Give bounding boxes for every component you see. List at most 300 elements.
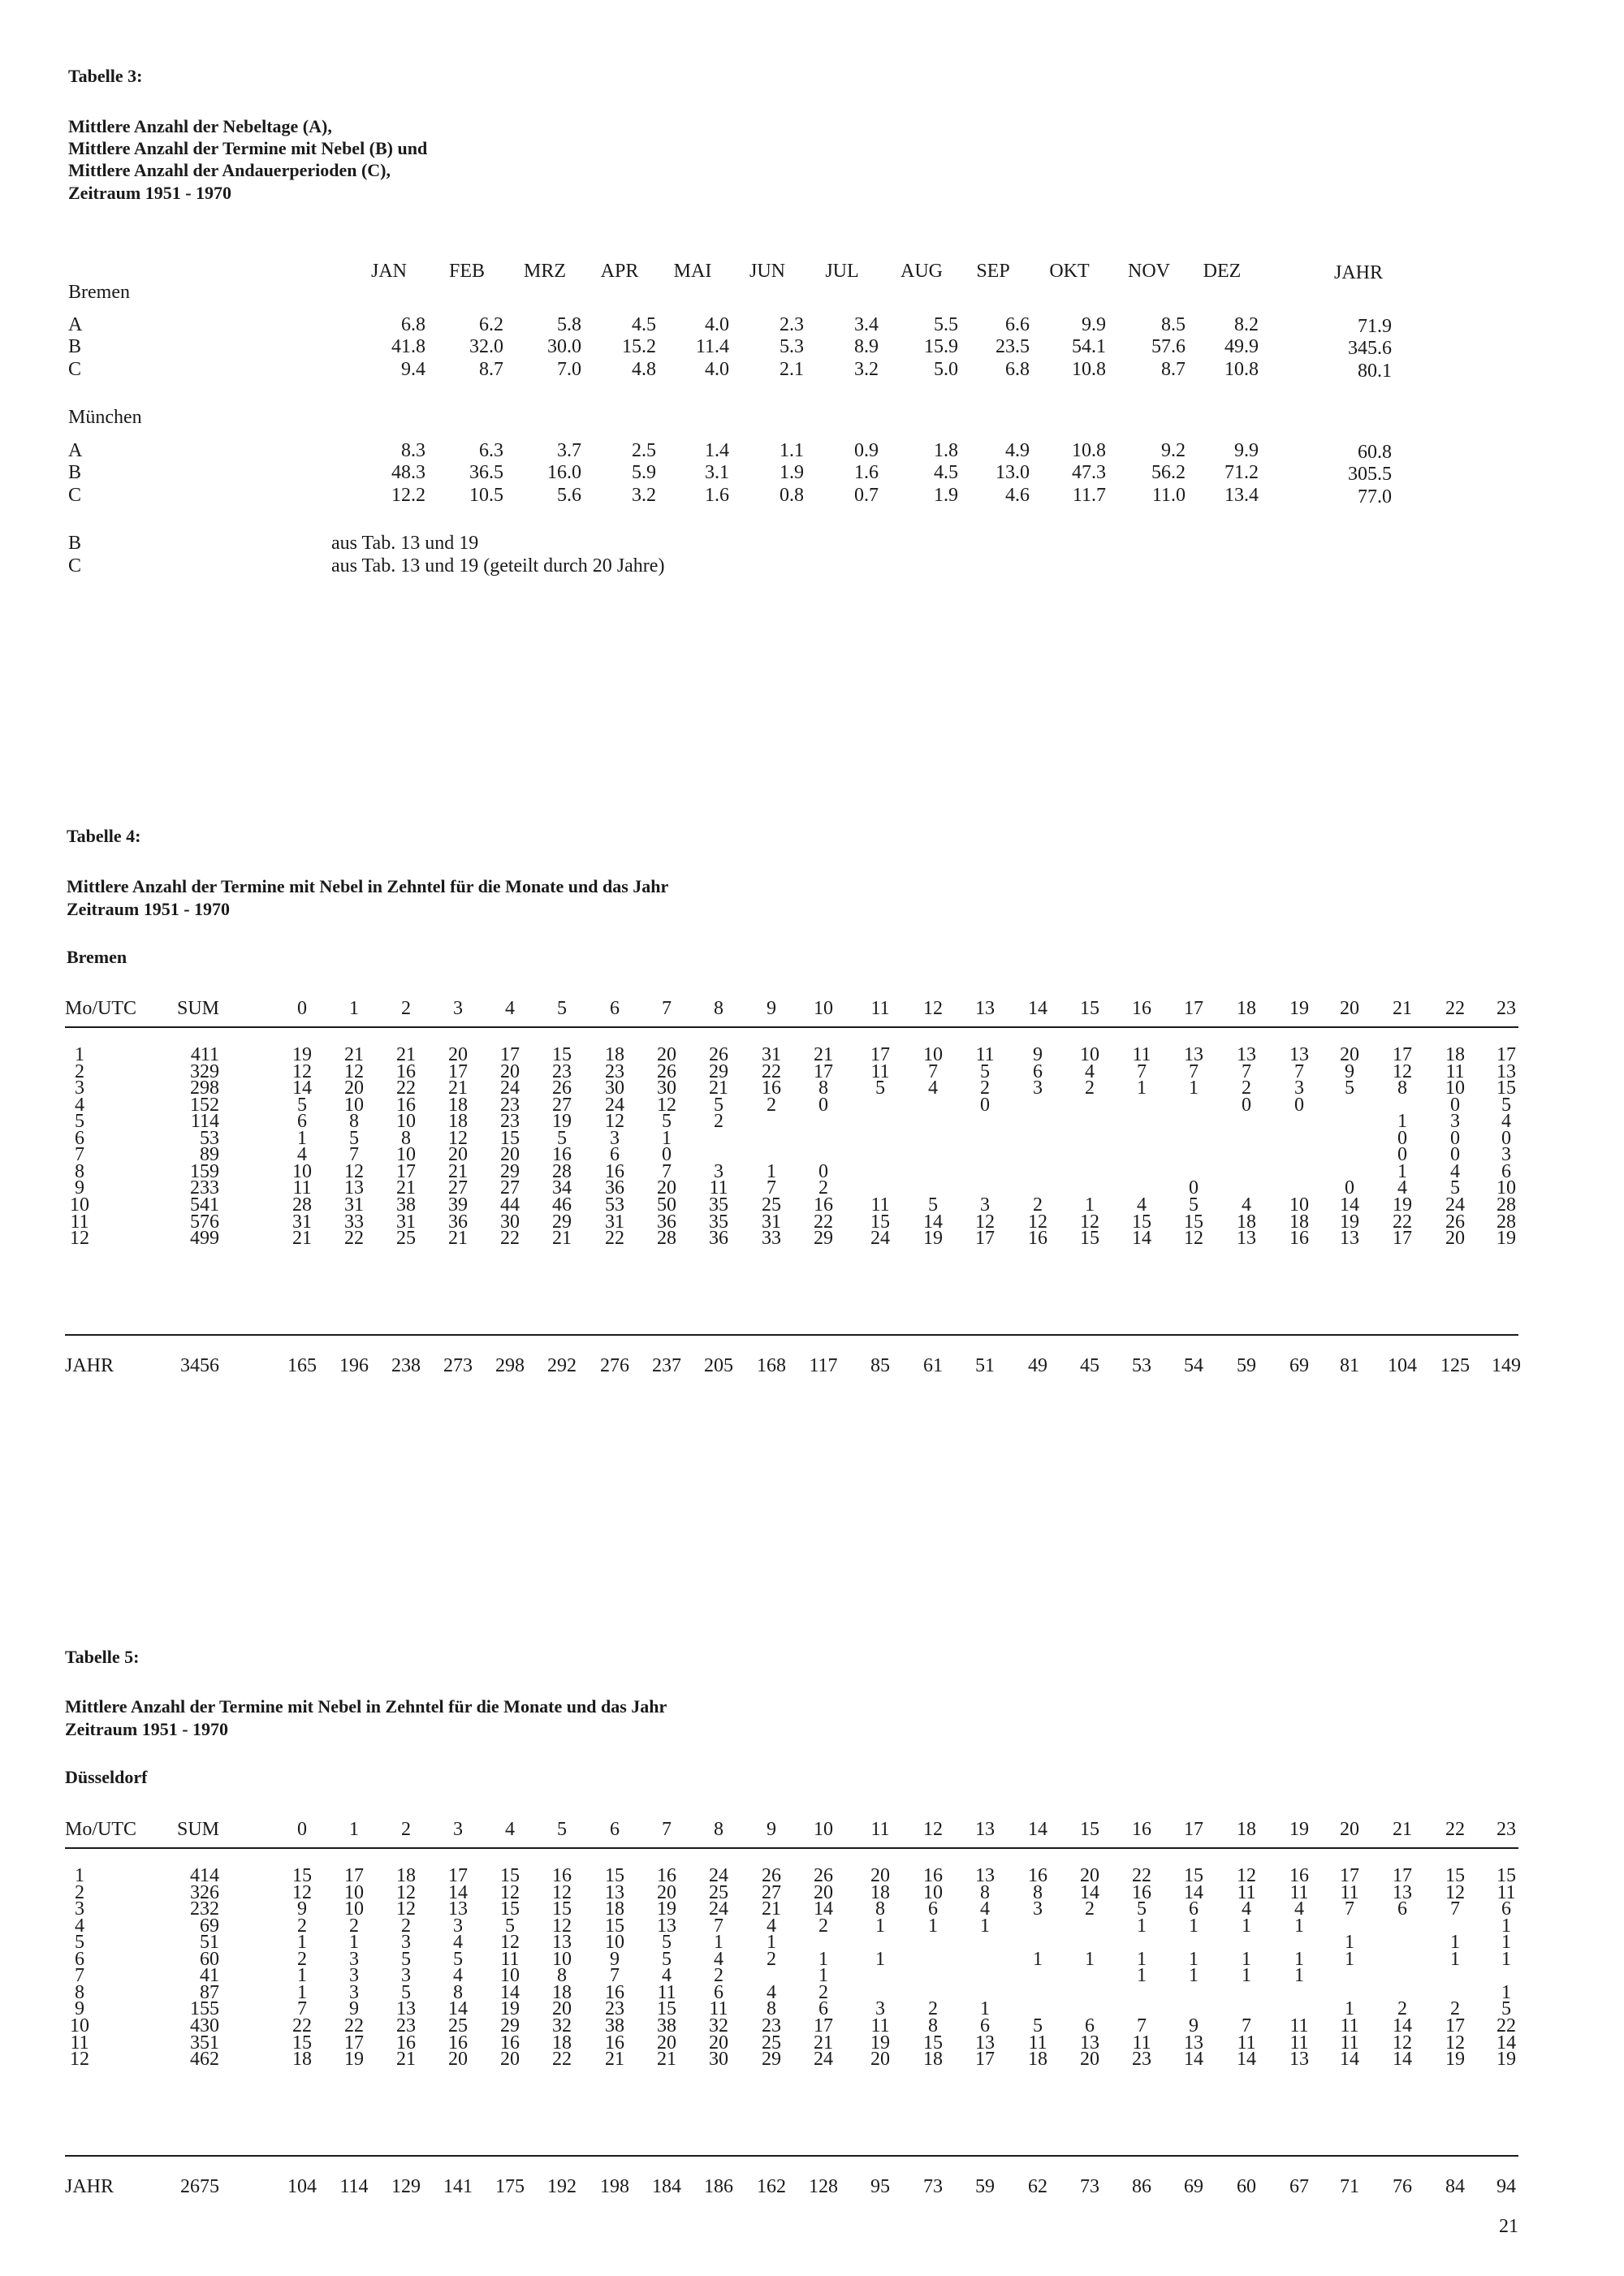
table3-month-header: JAN (370, 261, 407, 282)
table3-cell: 1.9 (934, 485, 958, 506)
t4-cell: 23 (605, 1060, 624, 1082)
t5-hour-header: 22 (1445, 1819, 1465, 1840)
table3-cell: 6.8 (401, 314, 425, 335)
t5-cell: 20 (1080, 2049, 1099, 2071)
t4-total-cell: 81 (1340, 1355, 1359, 1376)
t4-cell: 22 (344, 1228, 364, 1250)
t4-row-sum: 152 (190, 1094, 219, 1116)
table3-cell: 41.8 (391, 336, 425, 357)
t4-cell: 5 (980, 1060, 990, 1082)
t5-cell: 16 (1132, 1881, 1151, 1903)
t5-cell: 11 (1340, 2032, 1359, 2054)
t4-cell: 9 (1033, 1044, 1043, 1065)
t5-cell: 22 (552, 2049, 572, 2071)
t4-cell: 7 (1242, 1060, 1251, 1082)
t5-cell: 20 (500, 2049, 520, 2071)
t5-total-cell: 59 (975, 2176, 995, 2197)
t4-total-cell: 59 (1237, 1355, 1256, 1376)
t5-cell: 16 (657, 1865, 676, 1886)
t4-cell: 21 (448, 1228, 468, 1250)
t4-cell: 7 (1294, 1060, 1304, 1082)
t4-cell: 28 (1497, 1194, 1516, 1216)
t4-total-cell: 168 (757, 1355, 786, 1376)
t4-hour-header: 12 (923, 998, 943, 1019)
t4-cell: 35 (709, 1194, 728, 1216)
t5-row-sum: 430 (190, 2015, 219, 2036)
t5-cell: 10 (500, 1965, 520, 1987)
t5-cell: 20 (657, 1881, 676, 1903)
t5-cell: 15 (292, 2032, 312, 2054)
t5-hour-header: 7 (662, 1819, 672, 1840)
t5-cell: 4 (1242, 1898, 1251, 1920)
table3-cell: 15.9 (924, 336, 958, 357)
t4-cell: 31 (762, 1044, 781, 1065)
t4-row-sum: 159 (190, 1160, 219, 1182)
t5-cell: 18 (605, 1898, 624, 1920)
t4-total-cell: 273 (443, 1355, 473, 1376)
t4-cell: 4 (1242, 1194, 1251, 1216)
table3-cell: 10.8 (1072, 440, 1106, 461)
t4-cell: 21 (709, 1078, 728, 1099)
t5-cell: 6 (714, 1981, 723, 2003)
t4-cell: 4 (1085, 1060, 1095, 1082)
t4-cell: 0 (1450, 1094, 1460, 1116)
t5-hour-header: 11 (870, 1819, 890, 1840)
t4-total-cell: 292 (547, 1355, 577, 1376)
t4-cell: 5 (349, 1127, 359, 1149)
t5-cell: 8 (1033, 1881, 1043, 1903)
t4-cell: 19 (1393, 1194, 1412, 1216)
t5-cell: 7 (714, 1915, 723, 1937)
table3-cell: 0.8 (780, 485, 804, 506)
t5-total-cell: 73 (923, 2176, 943, 2197)
t5-hour-header: 21 (1393, 1819, 1412, 1840)
t5-cell: 17 (448, 1865, 468, 1886)
t5-cell: 11 (1132, 2032, 1151, 2054)
t5-cell: 7 (1242, 2015, 1251, 2036)
t5-cell: 1 (297, 1932, 307, 1954)
t4-cell: 11 (292, 1177, 312, 1199)
table3-cell: 4.5 (632, 314, 656, 335)
t5-cell: 16 (396, 2032, 416, 2054)
t5-cell: 26 (762, 1865, 781, 1886)
t5-cell: 20 (448, 2049, 468, 2071)
t5-cell: 12 (500, 1881, 520, 1903)
t5-cell: 38 (605, 2015, 624, 2036)
t4-cell: 13 (344, 1177, 364, 1199)
t5-total-cell: 86 (1132, 2176, 1151, 2197)
table5-station: Düsseldorf (65, 1767, 148, 1787)
t4-cell: 19 (923, 1228, 943, 1250)
t4-cell: 6 (610, 1144, 620, 1166)
t4-cell: 0 (980, 1094, 990, 1116)
t5-cell: 11 (1028, 2032, 1047, 2054)
table3-cell: 3.1 (705, 462, 729, 483)
t5-cell: 8 (980, 1881, 990, 1903)
t5-cell: 10 (923, 1881, 943, 1903)
t5-cell: 16 (923, 1865, 943, 1886)
t4-row-month: 4 (75, 1094, 84, 1116)
t4-cell: 16 (1028, 1228, 1047, 1250)
t5-cell: 4 (453, 1932, 463, 1954)
t5-cell: 2 (401, 1915, 411, 1937)
table3-cell: 5.5 (934, 314, 958, 335)
t4-cell: 5 (1501, 1094, 1511, 1116)
t5-cell: 5 (1033, 2015, 1043, 2036)
t4-cell: 3 (1294, 1078, 1304, 1099)
t5-cell: 9 (1189, 2015, 1199, 2036)
t5-hour-header: 13 (975, 1819, 995, 1840)
t4-cell: 23 (500, 1094, 520, 1116)
t4-cell: 10 (923, 1044, 943, 1065)
t4-cell: 25 (396, 1228, 416, 1250)
t5-cell: 5 (505, 1915, 515, 1937)
table3-month-header: FEB (448, 261, 485, 282)
t5-cell: 5 (453, 1948, 463, 1970)
t4-cell: 7 (349, 1144, 359, 1166)
t4-cell: 1 (1085, 1194, 1095, 1216)
t5-row-month: 11 (70, 2032, 89, 2054)
t4-cell: 0 (818, 1094, 828, 1116)
table3-cell: 4.0 (705, 314, 729, 335)
t4-cell: 10 (1445, 1078, 1465, 1099)
t5-cell: 19 (1497, 2049, 1516, 2071)
t4-cell: 12 (1184, 1228, 1203, 1250)
table3-station-name: München (68, 407, 142, 428)
t5-cell: 20 (657, 2032, 676, 2054)
table3-cell: 3.4 (854, 314, 879, 335)
t4-hour-header: 17 (1184, 998, 1203, 1019)
t5-cell: 13 (1289, 2049, 1309, 2071)
t5-hour-header: 9 (767, 1819, 776, 1840)
t4-cell: 21 (552, 1228, 572, 1250)
t4-cell: 20 (1445, 1228, 1465, 1250)
t5-total-cell: 84 (1445, 2176, 1465, 2197)
t5-cell: 16 (448, 2032, 468, 2054)
table3-month-header: JUL (825, 261, 859, 282)
t5-cell: 21 (657, 2049, 676, 2071)
t4-cell: 11 (975, 1044, 995, 1065)
t5-cell: 6 (1397, 1898, 1407, 1920)
t5-header-mo: Mo/UTC (65, 1819, 137, 1840)
t5-cell: 11 (1289, 2015, 1309, 2036)
t4-header-mo: Mo/UTC (65, 998, 137, 1019)
t5-hour-header: 12 (923, 1819, 943, 1840)
t4-cell: 24 (500, 1078, 520, 1099)
t4-cell: 2 (1085, 1078, 1095, 1099)
t4-cell: 15 (1497, 1078, 1516, 1099)
t4-cell: 5 (557, 1127, 567, 1149)
t4-cell: 50 (657, 1194, 676, 1216)
t4-hour-header: 13 (975, 998, 995, 1019)
t5-cell: 12 (552, 1881, 572, 1903)
t5-total-label: JAHR (65, 2176, 114, 2197)
t5-cell: 6 (1085, 2015, 1095, 2036)
t4-cell: 10 (1289, 1194, 1309, 1216)
t5-cell: 1 (1189, 1965, 1199, 1987)
t4-cell: 18 (1237, 1211, 1256, 1233)
t4-cell: 7 (928, 1060, 938, 1082)
t4-cell: 16 (552, 1144, 572, 1166)
table3-cell: 0.7 (854, 485, 879, 506)
t5-hour-header: 15 (1080, 1819, 1099, 1840)
t4-cell: 20 (1340, 1044, 1359, 1065)
t4-total-cell: 54 (1184, 1355, 1203, 1376)
t5-cell: 13 (605, 1881, 624, 1903)
table3-note-text: aus Tab. 13 und 19 (331, 533, 479, 554)
t4-cell: 19 (552, 1111, 572, 1133)
t5-cell: 2 (1085, 1898, 1095, 1920)
t4-cell: 3 (1033, 1078, 1043, 1099)
t5-row-month: 9 (75, 1998, 84, 2020)
t5-cell: 27 (762, 1881, 781, 1903)
t4-cell: 10 (1080, 1044, 1099, 1065)
t4-cell: 17 (448, 1060, 468, 1082)
t4-row-month: 8 (75, 1160, 84, 1182)
t4-cell: 5 (1345, 1078, 1354, 1099)
t5-cell: 7 (297, 1998, 307, 2020)
t5-row-month: 12 (70, 2049, 89, 2071)
table3-cell: 5.6 (557, 485, 581, 506)
t5-cell: 10 (605, 1932, 624, 1954)
table3-label: Tabelle 3: (68, 66, 143, 86)
table3-cell: 7.0 (557, 359, 581, 380)
table3-cell: 4.9 (1005, 440, 1030, 461)
t4-cell: 26 (1445, 1211, 1465, 1233)
t5-cell: 22 (1132, 1865, 1151, 1886)
table3-cell: 1.6 (705, 485, 729, 506)
t5-cell: 15 (1184, 1865, 1203, 1886)
t4-cell: 44 (500, 1194, 520, 1216)
t5-cell: 15 (500, 1898, 520, 1920)
t4-cell: 34 (552, 1177, 572, 1199)
t5-cell: 19 (1445, 2049, 1465, 2071)
table3-cell: 47.3 (1072, 462, 1106, 483)
t4-total-cell: 196 (339, 1355, 369, 1376)
t4-hour-header: 11 (870, 998, 890, 1019)
t5-cell: 25 (709, 1881, 728, 1903)
t4-cell: 22 (605, 1228, 624, 1250)
t5-row-sum: 414 (190, 1865, 219, 1886)
t4-cell: 1 (1397, 1111, 1407, 1133)
t4-cell: 3 (980, 1194, 990, 1216)
table3-cell: 11.7 (1072, 485, 1106, 506)
table3-cell: 23.5 (996, 336, 1030, 357)
t5-cell: 12 (1445, 2032, 1465, 2054)
table5-label: Tabelle 5: (65, 1647, 140, 1667)
table3-cell: 4.8 (632, 359, 656, 380)
table3-month-header: SEP (976, 261, 1010, 282)
t4-cell: 31 (762, 1211, 781, 1233)
t5-total-cell: 186 (704, 2176, 733, 2197)
t5-cell: 14 (448, 1998, 468, 2020)
table3-cell: 10.8 (1072, 359, 1106, 380)
t4-row-month: 5 (75, 1111, 84, 1133)
t5-cell: 38 (657, 2015, 676, 2036)
t5-cell: 13 (657, 1915, 676, 1937)
t5-cell: 1 (875, 1948, 885, 1970)
t4-cell: 10 (396, 1144, 416, 1166)
table3-year-cell: 305.5 (1348, 464, 1392, 485)
t4-cell: 10 (1497, 1177, 1516, 1199)
table3-cell: 30.0 (547, 336, 581, 357)
table3-cell: 8.7 (479, 359, 503, 380)
t5-cell: 1 (1450, 1932, 1460, 1954)
t5-cell: 17 (344, 2032, 364, 2054)
t4-cell: 19 (1340, 1211, 1359, 1233)
t5-hour-header: 18 (1237, 1819, 1256, 1840)
t5-cell: 7 (1450, 1898, 1460, 1920)
t5-cell: 14 (1237, 2049, 1256, 2071)
t5-cell: 9 (349, 1998, 359, 2020)
table3-cell: 3.2 (632, 485, 656, 506)
t4-cell: 46 (552, 1194, 572, 1216)
t5-cell: 12 (500, 1932, 520, 1954)
t4-cell: 17 (1393, 1228, 1412, 1250)
t5-cell: 26 (814, 1865, 833, 1886)
table3-row-label: A (68, 440, 83, 461)
t4-cell: 7 (1189, 1060, 1199, 1082)
t5-total-cell: 69 (1184, 2176, 1203, 2197)
t5-cell: 18 (396, 1865, 416, 1886)
t4-cell: 5 (1189, 1194, 1199, 1216)
t5-row-sum: 69 (200, 1915, 219, 1937)
t5-cell: 3 (875, 1998, 885, 2020)
table3-cell: 1.9 (780, 462, 804, 483)
t5-cell: 14 (448, 1881, 468, 1903)
t4-cell: 16 (396, 1060, 416, 1082)
t4-cell: 17 (396, 1160, 416, 1182)
t5-cell: 12 (396, 1881, 416, 1903)
table3-row-label: B (68, 462, 82, 483)
t5-cell: 21 (762, 1898, 781, 1920)
t5-cell: 16 (605, 1981, 624, 2003)
table3-cell: 8.7 (1161, 359, 1186, 380)
t4-cell: 22 (814, 1211, 833, 1233)
t5-cell: 1 (1242, 1965, 1251, 1987)
t5-cell: 1 (875, 1915, 885, 1937)
t4-row-sum: 114 (190, 1111, 219, 1133)
t5-cell: 23 (396, 2015, 416, 2036)
t4-cell: 21 (448, 1160, 468, 1182)
table3-cell: 8.5 (1161, 314, 1186, 335)
table4-title-line-1: Mittlere Anzahl der Termine mit Nebel in Zehntel für die Monate und das Jahr (67, 876, 669, 896)
t5-cell: 5 (1501, 1998, 1511, 2020)
t5-cell: 11 (1340, 2015, 1359, 2036)
t5-cell: 14 (814, 1898, 833, 1920)
t4-cell: 30 (657, 1078, 676, 1099)
t4-cell: 17 (1393, 1044, 1412, 1065)
t5-cell: 12 (552, 1915, 572, 1937)
t4-cell: 16 (1289, 1228, 1309, 1250)
t4-cell: 29 (552, 1211, 572, 1233)
page-number: 21 (1499, 2216, 1518, 2237)
t5-cell: 12 (1393, 2032, 1412, 2054)
table3-cell: 8.2 (1234, 314, 1259, 335)
t4-cell: 20 (344, 1078, 364, 1099)
t5-cell: 11 (1497, 1881, 1516, 1903)
table3-month-header: MAI (673, 261, 712, 282)
t5-cell: 3 (349, 1948, 359, 1970)
t4-cell: 20 (448, 1044, 468, 1065)
table3-month-header: AUG (901, 261, 943, 282)
t4-total-cell: 205 (704, 1355, 733, 1376)
table3-month-header: APR (600, 261, 639, 282)
t4-cell: 24 (605, 1094, 624, 1116)
t5-total-cell: 62 (1028, 2176, 1047, 2197)
table3-cell: 9.9 (1234, 440, 1259, 461)
t5-cell: 12 (1445, 1881, 1465, 1903)
table3-cell: 32.0 (469, 336, 503, 357)
t4-cell: 29 (709, 1060, 728, 1082)
t5-total-cell: 76 (1393, 2176, 1412, 2197)
t4-hour-header: 10 (814, 998, 833, 1019)
t4-total-cell: 298 (495, 1355, 525, 1376)
t5-cell: 5 (662, 1948, 672, 1970)
t5-cell: 7 (610, 1965, 620, 1987)
table3-cell: 6.8 (1005, 359, 1030, 380)
t4-cell: 12 (1028, 1211, 1047, 1233)
t4-cell: 18 (448, 1111, 468, 1133)
table4-station: Bremen (67, 947, 127, 967)
t4-hour-header: 8 (714, 998, 723, 1019)
t5-total-cell: 175 (495, 2176, 525, 2197)
t5-total-cell: 198 (600, 2176, 629, 2197)
t4-cell: 1 (662, 1127, 672, 1149)
t4-cell: 17 (870, 1044, 890, 1065)
t5-cell: 1 (297, 1965, 307, 1987)
t4-row-sum: 541 (190, 1194, 219, 1216)
table3-cell: 2.5 (632, 440, 656, 461)
t4-cell: 3 (714, 1160, 723, 1182)
t4-cell: 12 (657, 1094, 676, 1116)
t4-hour-header: 0 (297, 998, 307, 1019)
t4-row-month: 7 (75, 1144, 84, 1166)
t5-cell: 15 (1445, 1865, 1465, 1886)
table3-cell: 8.3 (401, 440, 425, 461)
t4-cell: 5 (297, 1094, 307, 1116)
t5-cell: 32 (552, 2015, 572, 2036)
t4-cell: 5 (875, 1078, 885, 1099)
t5-cell: 13 (448, 1898, 468, 1920)
t4-cell: 0 (1501, 1127, 1511, 1149)
t4-cell: 11 (709, 1177, 728, 1199)
table3-title-line-3: Mittlere Anzahl der Andauerperioden (C), (68, 160, 391, 180)
t4-cell: 2 (714, 1111, 723, 1133)
t4-cell: 53 (605, 1194, 624, 1216)
t4-cell: 21 (292, 1228, 312, 1250)
t4-cell: 27 (448, 1177, 468, 1199)
t4-cell: 23 (500, 1111, 520, 1133)
t5-cell: 23 (1132, 2049, 1151, 2071)
t4-total-cell: 237 (652, 1355, 681, 1376)
t5-row-sum: 155 (190, 1998, 219, 2020)
t4-cell: 22 (396, 1078, 416, 1099)
t5-cell: 14 (500, 1981, 520, 2003)
t4-cell: 2 (767, 1094, 776, 1116)
t4-cell: 1 (1137, 1078, 1147, 1099)
t4-cell: 14 (292, 1078, 312, 1099)
t4-cell: 4 (1450, 1160, 1460, 1182)
t5-cell: 18 (292, 2049, 312, 2071)
table3-cell: 13.0 (996, 462, 1030, 483)
t5-cell: 2 (349, 1915, 359, 1937)
t4-cell: 4 (1397, 1177, 1407, 1199)
t4-cell: 28 (292, 1194, 312, 1216)
t5-hour-header: 16 (1132, 1819, 1151, 1840)
t4-cell: 14 (1132, 1228, 1151, 1250)
t4-row-month: 6 (75, 1127, 84, 1149)
